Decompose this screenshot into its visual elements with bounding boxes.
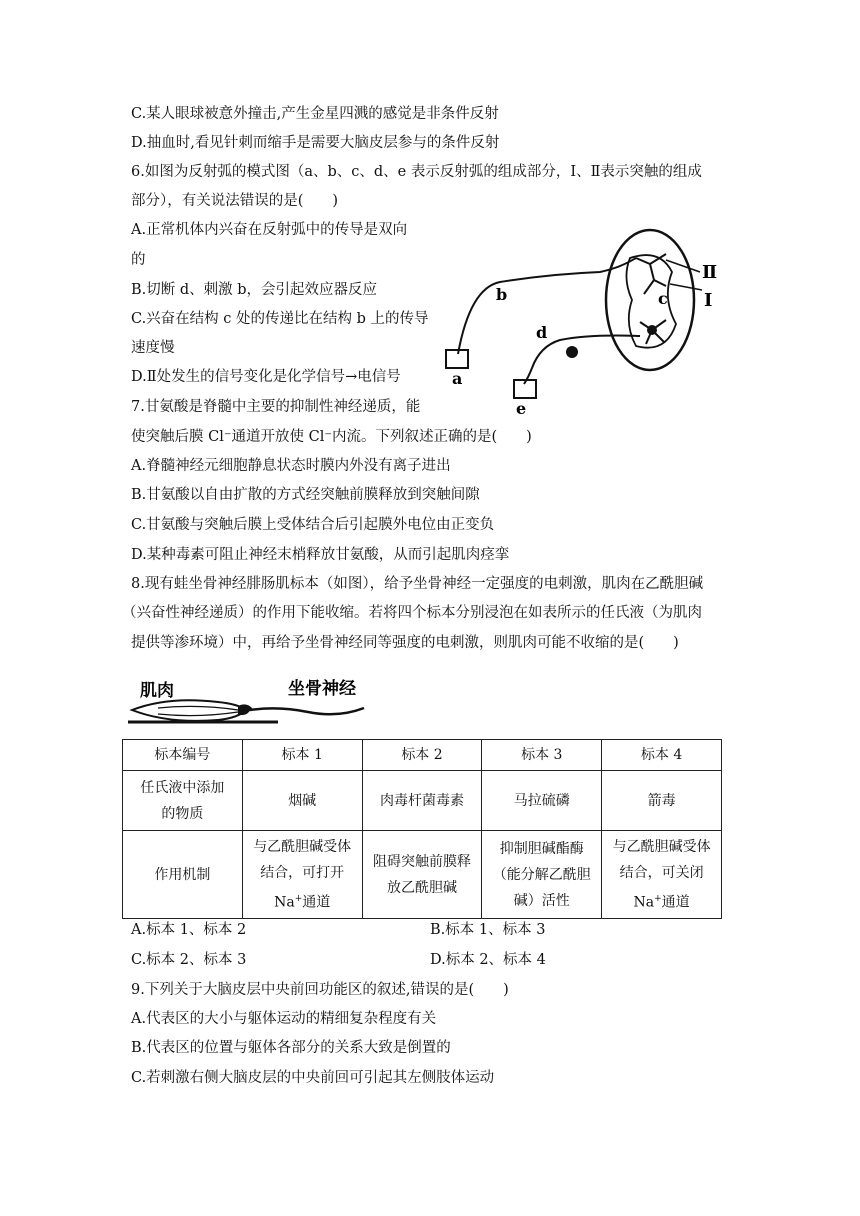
label-c: c — [658, 289, 668, 308]
question-7-stem: 7.甘氨酸是脊髓中主要的抑制性神经递质，能 — [131, 399, 421, 415]
sciatic-nerve — [250, 708, 364, 714]
table-cell: 标本编号 — [123, 740, 243, 771]
text-line: C.某人眼球被意外撞击,产生金星四溅的感觉是非条件反射 — [131, 106, 499, 122]
option-b: B.切断 d、刺激 b，会引起效应器反应 — [131, 282, 378, 298]
table-cell: 标本 1 — [242, 740, 362, 771]
table-cell: 作用机制 — [123, 831, 243, 919]
text-line: D.抽血时,看见针刺而缩手是需要大脑皮层参与的条件反射 — [131, 135, 500, 151]
option-c: C.标本 2、标本 3 — [131, 952, 247, 968]
table-cell: 标本 2 — [362, 740, 482, 771]
question-8-stem: （兴奋性神经递质）的作用下能收缩。若将四个标本分别浸泡在如表所示的任氏液（为肌肉 — [122, 605, 702, 621]
table-cell: 抑制胆碱酯酶（能分解乙酰胆碱）活性 — [482, 831, 602, 919]
option-b: B.标本 1、标本 3 — [430, 922, 546, 938]
label-b: b — [496, 285, 508, 304]
table-cell: 标本 3 — [482, 740, 602, 771]
question-8-stem: 8.现有蛙坐骨神经腓肠肌标本（如图），给予坐骨神经一定强度的电刺激，肌肉在乙酰胆碱 — [131, 576, 704, 592]
table-row — [123, 831, 722, 919]
table-cell: 马拉硫磷 — [482, 771, 602, 831]
muscle-body — [132, 700, 246, 721]
label-II: Ⅱ — [702, 262, 718, 283]
table-cell — [602, 831, 722, 919]
option-a: A.代表区的大小与躯体运动的精细复杂程度有关 — [131, 1011, 437, 1027]
table-cell: 标本 4 — [602, 740, 722, 771]
question-7-stem: 使突触后膜 Cl⁻通道开放使 Cl⁻内流。下列叙述正确的是( ) — [131, 429, 532, 445]
reflex-arc-diagram — [440, 228, 730, 418]
option-b: B.甘氨酸以自由扩散的方式经突触前膜释放到突触间隙 — [131, 487, 480, 503]
nerve-muscle-diagram — [128, 672, 388, 732]
nerve-label: 坐骨神经 — [288, 679, 356, 699]
mechanism-text: 与乙酰胆碱受体结合，可关闭 — [612, 838, 711, 881]
label-d: d — [536, 323, 548, 342]
option-b: B.代表区的位置与躯体各部分的关系大致是倒置的 — [131, 1040, 451, 1056]
option-a: A.标本 1、标本 2 — [131, 922, 247, 938]
table-cell — [242, 831, 362, 919]
ion-charge: + — [654, 893, 662, 904]
muscle-label: 肌肉 — [140, 681, 174, 701]
tendon — [238, 704, 252, 715]
table-cell: 箭毒 — [602, 771, 722, 831]
option-a: 的 — [131, 252, 146, 268]
option-c: C.甘氨酸与突触后膜上受体结合后引起膜外电位由正变负 — [131, 517, 495, 533]
table-cell: 阻碍突触前膜释放乙酰胆碱 — [362, 831, 482, 919]
ion-na: Na — [274, 894, 295, 911]
question-9-stem: 9.下列关于大脑皮层中央前回功能区的叙述,错误的是( ) — [131, 982, 509, 998]
table-row — [123, 771, 722, 831]
table-cell: 任氏液中添加的物质 — [123, 771, 243, 831]
option-a: A.脊髓神经元细胞静息状态时膜内外没有离子进出 — [131, 458, 451, 474]
question-6-stem: 6.如图为反射弧的模式图（a、b、c、d、e 表示反射弧的组成部分，Ⅰ、Ⅱ表示突触的组成 — [131, 164, 702, 180]
table-row — [123, 740, 722, 771]
specimen-table — [122, 739, 722, 919]
label-I: Ⅰ — [704, 290, 713, 311]
channel-text: 通道 — [302, 894, 331, 911]
receptor-box — [446, 350, 468, 368]
efferent-nerve-d — [524, 336, 640, 385]
option-c: C.兴奋在结构 c 处的传递比在结构 b 上的传导 — [131, 311, 429, 327]
ganglion — [566, 346, 578, 358]
ion-na: Na — [633, 894, 655, 911]
option-d: D.标本 2、标本 4 — [430, 952, 546, 968]
spinal-cord-outline — [606, 230, 694, 370]
label-a: a — [452, 369, 463, 388]
table-cell: 肉毒杆菌毒素 — [362, 771, 482, 831]
option-a: A.正常机体内兴奋在反射弧中的传导是双向 — [131, 222, 408, 238]
ion-charge: + — [294, 893, 303, 904]
option-c: 速度慢 — [131, 340, 175, 356]
option-d: D.Ⅱ处发生的信号变化是化学信号→电信号 — [131, 369, 401, 385]
channel-text: 通道 — [661, 894, 690, 911]
option-d: D.某种毒素可阻止神经末梢释放甘氨酸，从而引起肌肉痉挛 — [131, 547, 510, 563]
label-e: e — [516, 399, 527, 418]
question-8-stem: 提供等渗环境）中，再给予坐骨神经同等强度的电刺激，则肌肉可能不收缩的是( ) — [131, 635, 679, 651]
mechanism-text: 与乙酰胆碱受体结合，可打开 — [253, 838, 352, 881]
question-6-stem: 部分），有关说法错误的是( ) — [131, 193, 339, 209]
option-c: C.若刺激右侧大脑皮层的中央前回可引起其左侧肢体运动 — [131, 1070, 495, 1086]
table-cell: 烟碱 — [242, 771, 362, 831]
